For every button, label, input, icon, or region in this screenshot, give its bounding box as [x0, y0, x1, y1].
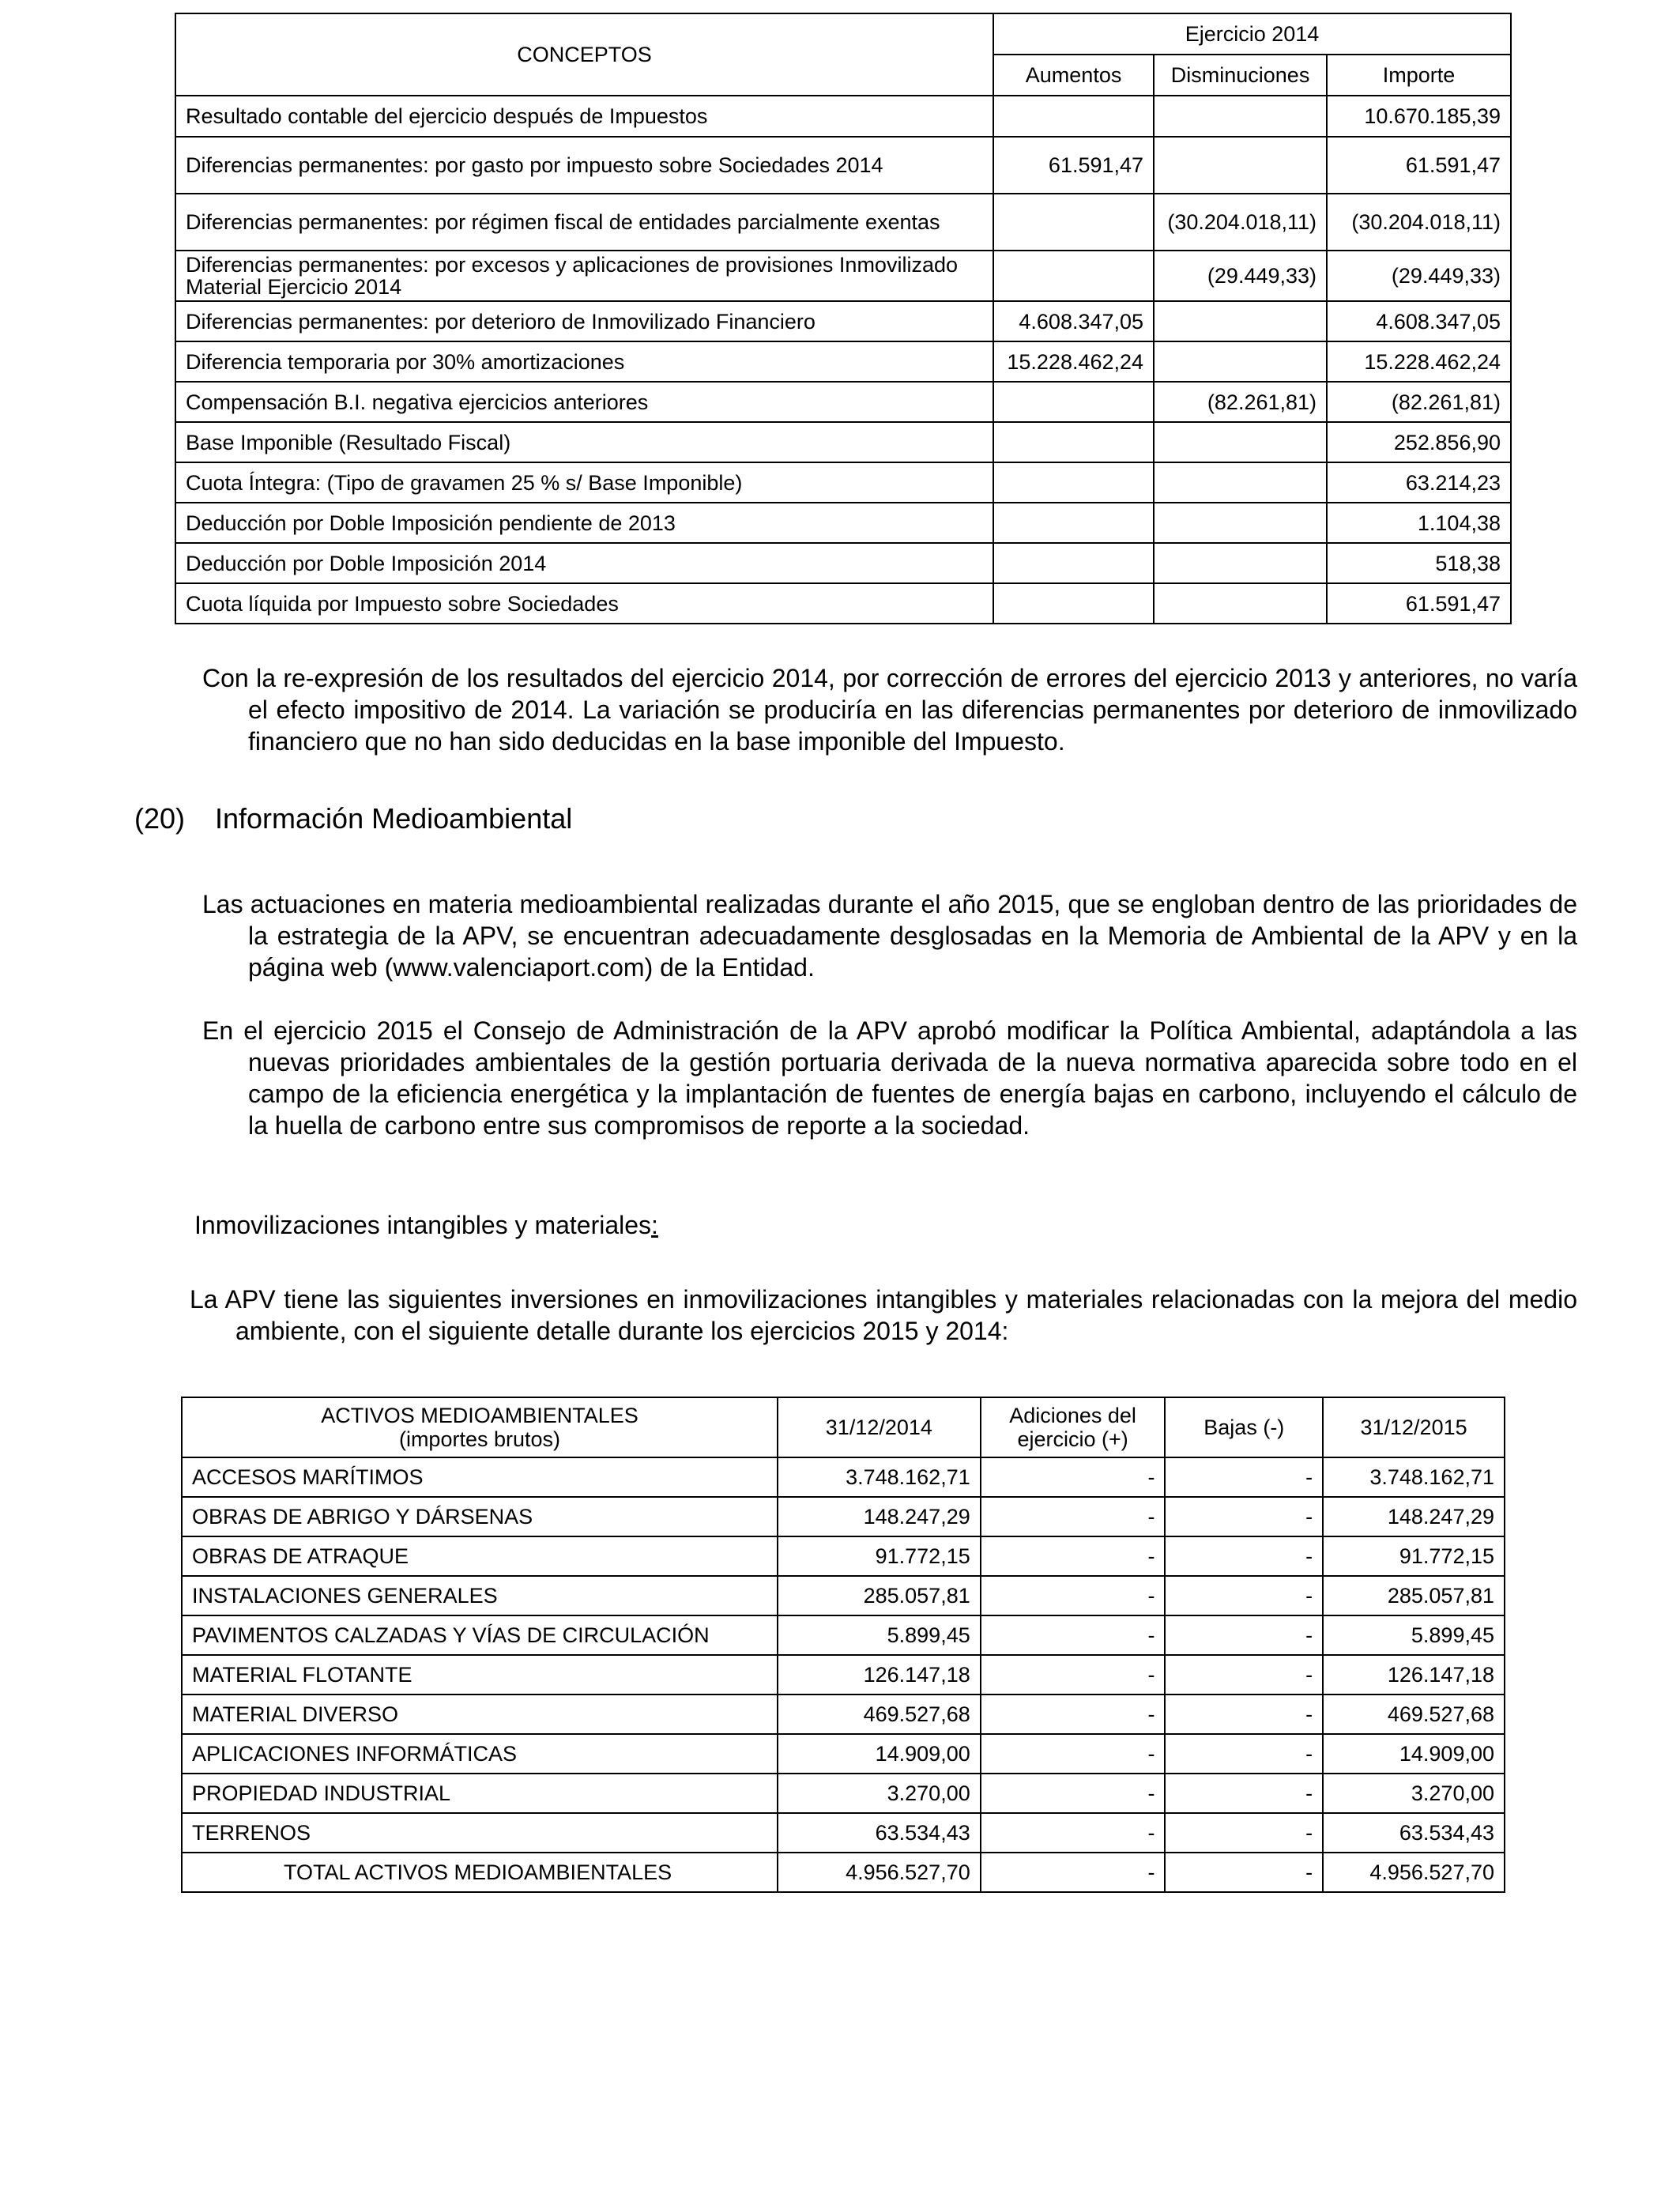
subheading-text: Inmovilizaciones intangibles y materiales — [194, 1211, 652, 1239]
activo-cell: ACCESOS MARÍTIMOS — [182, 1457, 778, 1497]
concepto-cell: Diferencias permanentes: por gasto por impuesto sobre Sociedades 2014 — [175, 137, 993, 194]
disminuciones-cell — [1154, 422, 1327, 462]
concepto-cell: Diferencias permanentes: por deterioro de Inmovilizado Financiero — [175, 301, 993, 341]
table-row — [182, 1734, 1505, 1774]
value-2015-cell: 3.748.162,71 — [1323, 1457, 1505, 1497]
paragraph-reexpresion: Con la re-expresión de los resultados del ejercicio 2014, por corrección de errores del ejercicio 2013 y anteriores, no varía el efecto impositivo de 2014. La variación se produciría en las diferencias permanentes por deterioro de inmovilizado financiero que no han sido deducidas en la base imponible del Impuesto. — [202, 664, 1577, 756]
importe-cell: 252.856,90 — [1327, 422, 1511, 462]
value-2015-cell: 14.909,00 — [1323, 1734, 1505, 1774]
aumentos-cell — [993, 543, 1154, 583]
value-2014-cell: 126.147,18 — [778, 1655, 981, 1695]
importe-cell: 1.104,38 — [1327, 503, 1511, 543]
importe-cell: 61.591,47 — [1327, 137, 1511, 194]
bajas-cell: - — [1165, 1734, 1323, 1774]
aumentos-cell — [993, 462, 1154, 503]
bajas-cell: - — [1165, 1576, 1323, 1615]
header-ejercicio: Ejercicio 2014 — [993, 13, 1511, 55]
concepto-cell: Compensación B.I. negativa ejercicios anteriores — [175, 382, 993, 422]
header-activos-line2: (importes brutos) — [398, 1427, 561, 1451]
activo-cell: PAVIMENTOS CALZADAS Y VÍAS DE CIRCULACIÓN — [182, 1615, 778, 1655]
importe-cell: (29.449,33) — [1327, 251, 1511, 301]
header-activos-line1: ACTIVOS MEDIOAMBIENTALES — [321, 1404, 638, 1427]
aumentos-cell — [993, 251, 1154, 301]
table-row — [175, 503, 1511, 543]
total-row — [182, 1853, 1505, 1892]
subheading-colon: : — [651, 1211, 658, 1239]
disminuciones-cell — [1154, 462, 1327, 503]
adiciones-cell: - — [981, 1774, 1166, 1813]
aumentos-cell — [993, 503, 1154, 543]
header-aumentos: Aumentos — [993, 55, 1154, 96]
concepto-cell: Deducción por Doble Imposición 2014 — [175, 543, 993, 583]
disminuciones-cell — [1154, 341, 1327, 382]
concepto-cell: Resultado contable del ejercicio después de Impuestos — [175, 96, 993, 137]
value-2014-cell: 14.909,00 — [778, 1734, 981, 1774]
header-adiciones-line1: Adiciones del — [1009, 1404, 1136, 1427]
bajas-cell: - — [1165, 1774, 1323, 1813]
adiciones-cell: - — [981, 1457, 1166, 1497]
header-adiciones — [981, 1397, 1166, 1457]
disminuciones-cell: (30.204.018,11) — [1154, 194, 1327, 251]
activo-cell: INSTALACIONES GENERALES — [182, 1576, 778, 1615]
paragraph-inversiones: La APV tiene las siguientes inversiones en inmovilizaciones intangibles y materiales relacionadas con la mejora del medio ambiente, con el siguiente detalle durante los ejercicios 2015 y 2014: — [190, 1285, 1577, 1345]
bajas-cell: - — [1165, 1655, 1323, 1695]
aumentos-cell: 15.228.462,24 — [993, 341, 1154, 382]
disminuciones-cell: (82.261,81) — [1154, 382, 1327, 422]
adiciones-cell: - — [981, 1813, 1166, 1853]
bajas-cell: - — [1165, 1457, 1323, 1497]
table-row — [175, 543, 1511, 583]
disminuciones-cell — [1154, 503, 1327, 543]
table-row — [175, 341, 1511, 382]
activo-cell: PROPIEDAD INDUSTRIAL — [182, 1774, 778, 1813]
value-2014-cell: 5.899,45 — [778, 1615, 981, 1655]
value-2014-cell: 469.527,68 — [778, 1695, 981, 1734]
aumentos-cell — [993, 382, 1154, 422]
value-2014-cell: 285.057,81 — [778, 1576, 981, 1615]
adiciones-cell: - — [981, 1655, 1166, 1695]
adiciones-cell: - — [981, 1615, 1166, 1655]
table-row — [175, 583, 1511, 624]
table-row — [182, 1695, 1505, 1734]
value-2015-cell: 126.147,18 — [1323, 1655, 1505, 1695]
importe-cell: 61.591,47 — [1327, 583, 1511, 624]
activo-cell: MATERIAL DIVERSO — [182, 1695, 778, 1734]
header-2014: 31/12/2014 — [778, 1397, 981, 1457]
disminuciones-cell — [1154, 583, 1327, 624]
aumentos-cell: 61.591,47 — [993, 137, 1154, 194]
total-bajas-cell: - — [1165, 1853, 1323, 1892]
importe-cell: 63.214,23 — [1327, 462, 1511, 503]
bajas-cell: - — [1165, 1497, 1323, 1536]
aumentos-cell — [993, 583, 1154, 624]
aumentos-cell: 4.608.347,05 — [993, 301, 1154, 341]
value-2015-cell: 91.772,15 — [1323, 1536, 1505, 1576]
header-adiciones-line2: ejercicio (+) — [1017, 1427, 1128, 1451]
adiciones-cell: - — [981, 1536, 1166, 1576]
header-disminuciones: Disminuciones — [1154, 55, 1327, 96]
section-number: (20) — [134, 802, 186, 835]
value-2015-cell: 469.527,68 — [1323, 1695, 1505, 1734]
table-row — [175, 422, 1511, 462]
table-row — [175, 462, 1511, 503]
table-row — [182, 1536, 1505, 1576]
adiciones-cell: - — [981, 1576, 1166, 1615]
aumentos-cell — [993, 96, 1154, 137]
activo-cell: MATERIAL FLOTANTE — [182, 1655, 778, 1695]
table-row — [182, 1576, 1505, 1615]
total-2015-cell: 4.956.527,70 — [1323, 1853, 1505, 1892]
table-row — [182, 1655, 1505, 1695]
total-adiciones-cell: - — [981, 1853, 1166, 1892]
disminuciones-cell — [1154, 96, 1327, 137]
concepto-cell: Base Imponible (Resultado Fiscal) — [175, 422, 993, 462]
value-2014-cell: 148.247,29 — [778, 1497, 981, 1536]
aumentos-cell — [993, 422, 1154, 462]
disminuciones-cell — [1154, 301, 1327, 341]
activo-cell: APLICACIONES INFORMÁTICAS — [182, 1734, 778, 1774]
bajas-cell: - — [1165, 1536, 1323, 1576]
value-2014-cell: 3.748.162,71 — [778, 1457, 981, 1497]
activo-cell: OBRAS DE ATRAQUE — [182, 1536, 778, 1576]
disminuciones-cell — [1154, 543, 1327, 583]
total-2014-cell: 4.956.527,70 — [778, 1853, 981, 1892]
header-conceptos: CONCEPTOS — [175, 13, 993, 96]
paragraph-politica-ambiental: En el ejercicio 2015 el Consejo de Administración de la APV aprobó modificar la Política Ambiental, adaptándola a las nuevas prioridades ambientales de la gestión portuaria derivada de la nueva normativa aparecida sobre todo en el campo de la eficiencia energética y la implantación de fuentes de energía bajas en carbono, incluyendo el cálculo de la huella de carbono entre sus compromisos de reporte a la sociedad. — [202, 1016, 1577, 1140]
value-2014-cell: 91.772,15 — [778, 1536, 981, 1576]
table-row — [175, 251, 1511, 301]
table-row — [182, 1813, 1505, 1853]
concepto-cell: Diferencias permanentes: por excesos y aplicaciones de provisiones Inmovilizado Material Ejercicio 2014 — [175, 251, 993, 301]
table-row — [175, 96, 1511, 137]
table-row — [182, 1774, 1505, 1813]
importe-cell: 4.608.347,05 — [1327, 301, 1511, 341]
activo-cell: OBRAS DE ABRIGO Y DÁRSENAS — [182, 1497, 778, 1536]
concepto-cell: Diferencia temporaria por 30% amortizaciones — [175, 341, 993, 382]
value-2014-cell: 63.534,43 — [778, 1813, 981, 1853]
value-2015-cell: 3.270,00 — [1323, 1774, 1505, 1813]
header-importe: Importe — [1327, 55, 1511, 96]
total-label-cell: TOTAL ACTIVOS MEDIOAMBIENTALES — [182, 1853, 778, 1892]
bajas-cell: - — [1165, 1695, 1323, 1734]
disminuciones-cell — [1154, 137, 1327, 194]
bajas-cell: - — [1165, 1813, 1323, 1853]
adiciones-cell: - — [981, 1695, 1166, 1734]
importe-cell: 10.670.185,39 — [1327, 96, 1511, 137]
bajas-cell: - — [1165, 1615, 1323, 1655]
adiciones-cell: - — [981, 1734, 1166, 1774]
value-2014-cell: 3.270,00 — [778, 1774, 981, 1813]
value-2015-cell: 63.534,43 — [1323, 1813, 1505, 1853]
disminuciones-cell: (29.449,33) — [1154, 251, 1327, 301]
subheading-inmovilizaciones — [194, 1209, 658, 1241]
table-row — [182, 1457, 1505, 1497]
concepto-cell: Cuota líquida por Impuesto sobre Sociedades — [175, 583, 993, 624]
section-title: Información Medioambiental — [215, 802, 573, 835]
tax-reconciliation-table — [175, 13, 1512, 624]
table-row — [182, 1497, 1505, 1536]
header-bajas: Bajas (-) — [1165, 1397, 1323, 1457]
table-row — [175, 382, 1511, 422]
importe-cell: (82.261,81) — [1327, 382, 1511, 422]
table-row — [175, 194, 1511, 251]
table-row — [182, 1615, 1505, 1655]
value-2015-cell: 5.899,45 — [1323, 1615, 1505, 1655]
importe-cell: (30.204.018,11) — [1327, 194, 1511, 251]
header-2015: 31/12/2015 — [1323, 1397, 1505, 1457]
concepto-cell: Diferencias permanentes: por régimen fiscal de entidades parcialmente exentas — [175, 194, 993, 251]
paragraph-actuaciones: Las actuaciones en materia medioambiental realizadas durante el año 2015, que se engloban dentro de las prioridades de la estrategia de la APV, se encuentran adecuadamente desglosadas en la Memoria de Ambiental de la APV y en la página web (www.valenciaport.com) de la Entidad. — [202, 890, 1577, 982]
concepto-cell: Deducción por Doble Imposición pendiente de 2013 — [175, 503, 993, 543]
importe-cell: 518,38 — [1327, 543, 1511, 583]
value-2015-cell: 148.247,29 — [1323, 1497, 1505, 1536]
concepto-cell: Cuota Íntegra: (Tipo de gravamen 25 % s/ Base Imponible) — [175, 462, 993, 503]
header-activos — [182, 1397, 778, 1457]
environmental-assets-table — [181, 1397, 1505, 1893]
value-2015-cell: 285.057,81 — [1323, 1576, 1505, 1615]
adiciones-cell: - — [981, 1497, 1166, 1536]
importe-cell: 15.228.462,24 — [1327, 341, 1511, 382]
activo-cell: TERRENOS — [182, 1813, 778, 1853]
aumentos-cell — [993, 194, 1154, 251]
table-row — [175, 301, 1511, 341]
table-row — [175, 137, 1511, 194]
